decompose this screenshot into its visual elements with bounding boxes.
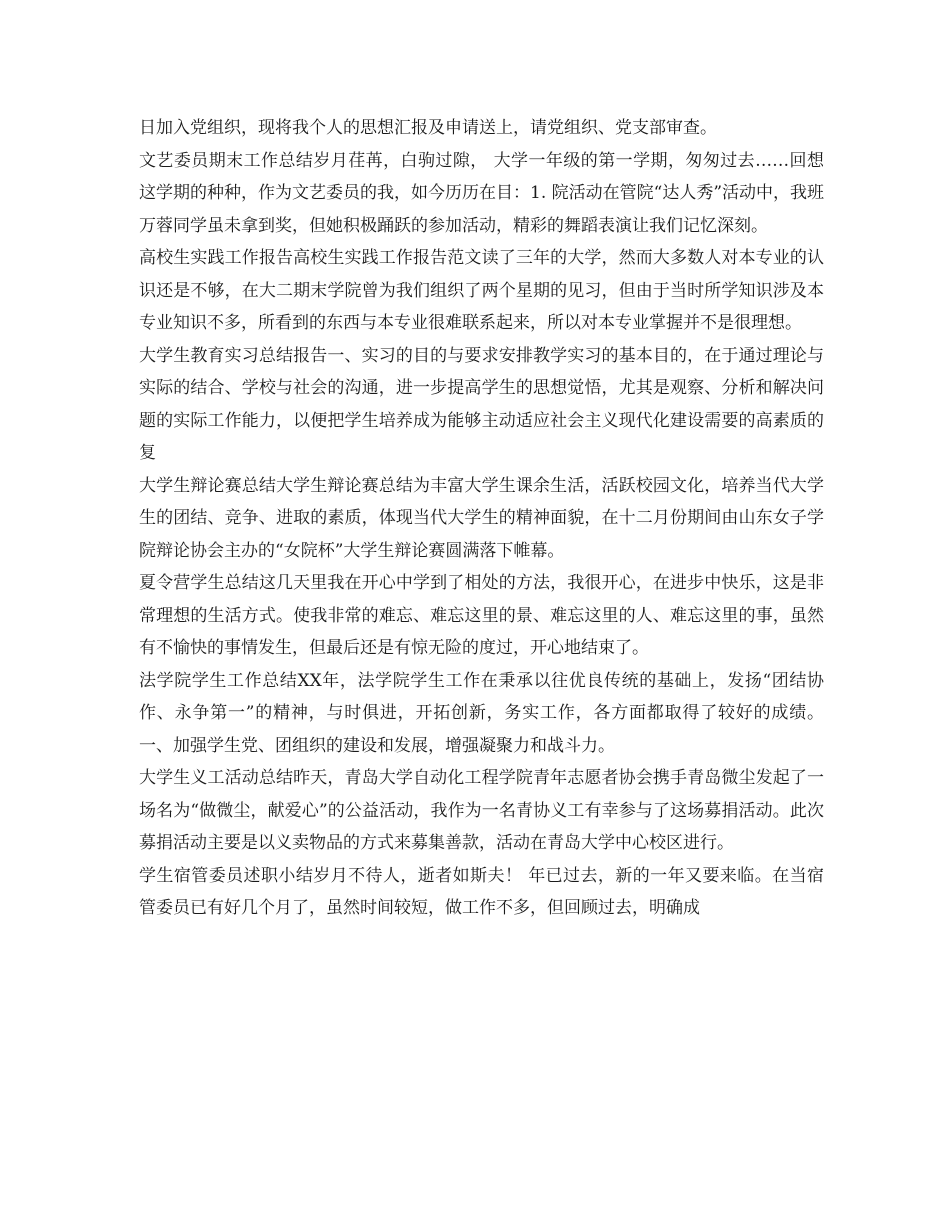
paragraph-teaching-internship: 大学生教育实习总结报告一、实习的目的与要求安排教学实习的基本目的，在于通过理论与实际的结合、学校与社会的沟通，进一步提高学生的思想觉悟，尤其是观察、分析和解决问题的实际工作能力，以便把学生培养成为能够主动适应社会主义现代化建设需要的高素质的复 — [139, 345, 824, 463]
paragraph-dorm-committee: 学生宿管委员述职小结岁月不待人，逝者如斯夫！ 年已过去，新的一年又要来临。在当宿管委员已有好几个月了，虽然时间较短，做工作不多，但回顾过去，明确成 — [139, 865, 824, 918]
document-body — [139, 112, 824, 925]
paragraph-arts-committee-summary: 文艺委员期末工作总结岁月荏苒，白驹过隙， 大学一年级的第一学期，匆匆过去……回想这学期的种种，作为文艺委员的我，如今历历在目：1. 院活动在管院“达人秀”活动中，我班万蓉同学虽未拿到奖，但她积极踊跃的参加活动，精彩的舞蹈表演让我们记忆深刻。 — [139, 150, 825, 236]
paragraph-practice-report: 高校生实践工作报告高校生实践工作报告范文读了三年的大学，然而大多数人对本专业的认识还是不够，在大二期末学院曾为我们组织了两个星期的见习，但由于当时所学知识涉及本专业知识不多，所看到的东西与本专业很难联系起来，所以对本专业掌握并不是很理想。 — [139, 248, 824, 333]
paragraph-debate-summary: 大学生辩论赛总结大学生辩论赛总结为丰富大学生课余生活，活跃校园文化，培养当代大学生的团结、竞争、进取的素质，体现当代大学生的精神面貌，在十二月份期间由山东女子学院辩论协会主办的“女院杯”大学生辩论赛圆满落下帷幕。 — [139, 475, 824, 561]
paragraph-party-application: 日加入党组织，现将我个人的思想汇报及申请送上，请党组织、党支部审查。 — [139, 118, 717, 138]
paragraph-law-school-work: 法学院学生工作总结XX年，法学院学生工作在秉承以往优良传统的基础上，发扬“团结协作、永争第一”的精神，与时俱进，开拓创新，务实工作，各方面都取得了较好的成绩。一、加强学生党、团组织的建设和发展，增强凝聚力和战斗力。 — [139, 670, 824, 756]
paragraph-summer-camp: 夏令营学生总结这几天里我在开心中学到了相处的方法，我很开心，在进步中快乐，这是非常理想的生活方式。使我非常的难忘、难忘这里的景、难忘这里的人、难忘这里的事，虽然有不愉快的事情发生，但最后还是有惊无险的度过，开心地结束了。 — [139, 573, 824, 658]
paragraph-volunteer-activity: 大学生义工活动总结昨天，青岛大学自动化工程学院青年志愿者协会携手青岛微尘发起了一场名为“做微尘，献爱心”的公益活动，我作为一名青协义工有幸参与了这场募捐活动。此次募捐活动主要是以义卖物品的方式来募集善款，活动在青岛大学中心校区进行。 — [139, 768, 824, 853]
